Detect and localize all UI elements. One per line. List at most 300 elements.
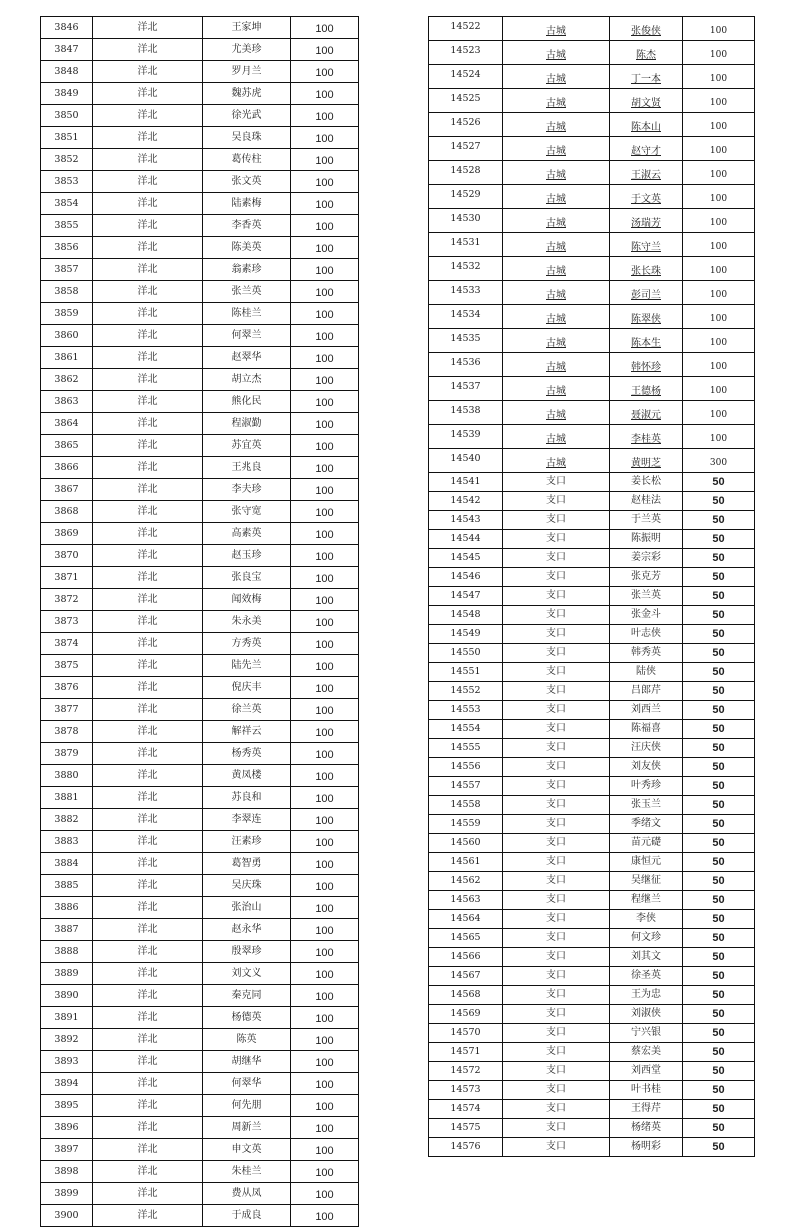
table-row (41, 193, 359, 215)
area-cell: 洋北 (93, 677, 203, 699)
amount-cell: 100 (291, 963, 359, 985)
area-cell: 支口 (503, 1005, 610, 1024)
person-name-cell: 张兰英 (610, 587, 683, 606)
record-id-cell: 14560 (429, 834, 503, 853)
area-cell: 支口 (503, 682, 610, 701)
area-cell: 洋北 (93, 171, 203, 193)
amount-cell: 50 (683, 1062, 755, 1081)
person-name-cell: 张长珠 (610, 257, 683, 281)
table-row (41, 259, 359, 281)
amount-cell: 100 (291, 567, 359, 589)
person-name-cell: 刘文义 (203, 963, 291, 985)
record-id-cell: 3848 (41, 61, 93, 83)
table-row (41, 1205, 359, 1227)
record-id-cell: 3878 (41, 721, 93, 743)
record-id-cell: 3899 (41, 1183, 93, 1205)
amount-cell: 100 (291, 369, 359, 391)
amount-cell: 100 (291, 39, 359, 61)
amount-cell: 100 (291, 325, 359, 347)
person-name-cell: 陈杰 (610, 41, 683, 65)
record-id-cell: 3873 (41, 611, 93, 633)
record-id-cell: 3864 (41, 413, 93, 435)
table-row (41, 501, 359, 523)
table-row (41, 1117, 359, 1139)
area-cell: 支口 (503, 720, 610, 739)
table-row (429, 281, 755, 305)
record-id-cell: 3869 (41, 523, 93, 545)
table-row (41, 325, 359, 347)
area-cell: 洋北 (93, 655, 203, 677)
person-name-cell: 赵永华 (203, 919, 291, 941)
amount-cell: 100 (291, 941, 359, 963)
table-row (41, 281, 359, 303)
area-cell: 洋北 (93, 39, 203, 61)
person-name-cell: 陈本生 (610, 329, 683, 353)
area-cell: 洋北 (93, 809, 203, 831)
amount-cell: 50 (683, 986, 755, 1005)
person-name-cell: 周新兰 (203, 1117, 291, 1139)
amount-cell: 100 (291, 193, 359, 215)
person-name-cell: 于文英 (610, 185, 683, 209)
person-name-cell: 罗月兰 (203, 61, 291, 83)
table-row (41, 677, 359, 699)
area-cell: 洋北 (93, 699, 203, 721)
right-table-body (429, 17, 755, 1157)
record-id-cell: 14548 (429, 606, 503, 625)
amount-cell: 100 (291, 1117, 359, 1139)
amount-cell: 100 (683, 281, 755, 305)
person-name-cell: 叶秀珍 (610, 777, 683, 796)
record-id-cell: 3855 (41, 215, 93, 237)
area-cell: 支口 (503, 1062, 610, 1081)
area-cell: 古城 (503, 161, 610, 185)
area-cell: 洋北 (93, 1095, 203, 1117)
amount-cell: 100 (291, 897, 359, 919)
table-row (41, 39, 359, 61)
table-row (429, 89, 755, 113)
record-id-cell: 14547 (429, 587, 503, 606)
person-name-cell: 翁素珍 (203, 259, 291, 281)
table-row (41, 391, 359, 413)
area-cell: 洋北 (93, 105, 203, 127)
table-row (41, 941, 359, 963)
table-row (429, 682, 755, 701)
amount-cell: 100 (683, 353, 755, 377)
amount-cell: 100 (683, 233, 755, 257)
person-name-cell: 何文珍 (610, 929, 683, 948)
person-name-cell: 王淑云 (610, 161, 683, 185)
amount-cell: 50 (683, 1138, 755, 1157)
area-cell: 洋北 (93, 281, 203, 303)
person-name-cell: 朱桂兰 (203, 1161, 291, 1183)
record-id-cell: 3868 (41, 501, 93, 523)
amount-cell: 50 (683, 1043, 755, 1062)
table-row (41, 1051, 359, 1073)
amount-cell: 100 (291, 391, 359, 413)
person-name-cell: 蔡宏美 (610, 1043, 683, 1062)
area-cell: 洋北 (93, 1007, 203, 1029)
record-id-cell: 3887 (41, 919, 93, 941)
area-cell: 洋北 (93, 1051, 203, 1073)
table-row (429, 720, 755, 739)
area-cell: 支口 (503, 587, 610, 606)
table-row (429, 1005, 755, 1024)
person-name-cell: 陈本山 (610, 113, 683, 137)
record-id-cell: 14544 (429, 530, 503, 549)
record-id-cell: 14540 (429, 449, 503, 473)
amount-cell: 100 (291, 985, 359, 1007)
table-row (429, 1081, 755, 1100)
area-cell: 洋北 (93, 897, 203, 919)
area-cell: 洋北 (93, 941, 203, 963)
area-cell: 洋北 (93, 127, 203, 149)
table-row (429, 910, 755, 929)
person-name-cell: 汤瑞芳 (610, 209, 683, 233)
table-row (429, 625, 755, 644)
person-name-cell: 吴继征 (610, 872, 683, 891)
table-row (429, 644, 755, 663)
person-name-cell: 张俊侠 (610, 17, 683, 41)
person-name-cell: 张玉兰 (610, 796, 683, 815)
area-cell: 洋北 (93, 1117, 203, 1139)
area-cell: 支口 (503, 511, 610, 530)
table-row (429, 815, 755, 834)
record-id-cell: 14569 (429, 1005, 503, 1024)
table-row (41, 149, 359, 171)
area-cell: 支口 (503, 1043, 610, 1062)
amount-cell: 300 (683, 449, 755, 473)
area-cell: 支口 (503, 625, 610, 644)
area-cell: 古城 (503, 89, 610, 113)
area-cell: 洋北 (93, 413, 203, 435)
record-id-cell: 14538 (429, 401, 503, 425)
person-name-cell: 解祥云 (203, 721, 291, 743)
table-row (429, 65, 755, 89)
person-name-cell: 黄凤楼 (203, 765, 291, 787)
amount-cell: 100 (291, 105, 359, 127)
area-cell: 支口 (503, 663, 610, 682)
area-cell: 洋北 (93, 149, 203, 171)
amount-cell: 100 (683, 137, 755, 161)
record-id-cell: 14549 (429, 625, 503, 644)
table-row (429, 796, 755, 815)
amount-cell: 50 (683, 891, 755, 910)
area-cell: 洋北 (93, 523, 203, 545)
amount-cell: 50 (683, 587, 755, 606)
record-id-cell: 3875 (41, 655, 93, 677)
amount-cell: 100 (291, 611, 359, 633)
area-cell: 支口 (503, 815, 610, 834)
amount-cell: 100 (291, 1095, 359, 1117)
record-id-cell: 14567 (429, 967, 503, 986)
person-name-cell: 黄明芝 (610, 449, 683, 473)
area-cell: 洋北 (93, 303, 203, 325)
record-id-cell: 14561 (429, 853, 503, 872)
amount-cell: 50 (683, 815, 755, 834)
area-cell: 支口 (503, 1100, 610, 1119)
person-name-cell: 陆素梅 (203, 193, 291, 215)
table-row (41, 611, 359, 633)
table-row (41, 435, 359, 457)
amount-cell: 100 (291, 171, 359, 193)
record-id-cell: 14557 (429, 777, 503, 796)
record-id-cell: 14534 (429, 305, 503, 329)
table-row (41, 1073, 359, 1095)
amount-cell: 50 (683, 1024, 755, 1043)
amount-cell: 50 (683, 1005, 755, 1024)
person-name-cell: 陈振明 (610, 530, 683, 549)
amount-cell: 100 (291, 347, 359, 369)
area-cell: 古城 (503, 113, 610, 137)
record-id-cell: 14574 (429, 1100, 503, 1119)
area-cell: 古城 (503, 329, 610, 353)
record-id-cell: 3880 (41, 765, 93, 787)
record-id-cell: 14525 (429, 89, 503, 113)
record-id-cell: 3846 (41, 17, 93, 39)
person-name-cell: 陈英 (203, 1029, 291, 1051)
record-id-cell: 3856 (41, 237, 93, 259)
table-row (429, 113, 755, 137)
area-cell: 支口 (503, 1119, 610, 1138)
amount-cell: 100 (683, 41, 755, 65)
record-id-cell: 14556 (429, 758, 503, 777)
person-name-cell: 申文英 (203, 1139, 291, 1161)
record-id-cell: 14568 (429, 986, 503, 1005)
record-id-cell: 14536 (429, 353, 503, 377)
amount-cell: 100 (291, 699, 359, 721)
record-id-cell: 14537 (429, 377, 503, 401)
amount-cell: 50 (683, 720, 755, 739)
record-id-cell: 3892 (41, 1029, 93, 1051)
area-cell: 洋北 (93, 369, 203, 391)
table-row (429, 257, 755, 281)
record-id-cell: 3893 (41, 1051, 93, 1073)
amount-cell: 100 (291, 765, 359, 787)
person-name-cell: 尤美珍 (203, 39, 291, 61)
record-id-cell: 14566 (429, 948, 503, 967)
record-id-cell: 14550 (429, 644, 503, 663)
table-row (41, 237, 359, 259)
area-cell: 洋北 (93, 765, 203, 787)
person-name-cell: 程淑勤 (203, 413, 291, 435)
person-name-cell: 张兰英 (203, 281, 291, 303)
person-name-cell: 吴良珠 (203, 127, 291, 149)
amount-cell: 100 (683, 17, 755, 41)
amount-cell: 100 (291, 149, 359, 171)
record-id-cell: 3895 (41, 1095, 93, 1117)
record-id-cell: 14539 (429, 425, 503, 449)
record-id-cell: 14533 (429, 281, 503, 305)
person-name-cell: 陈桂兰 (203, 303, 291, 325)
area-cell: 洋北 (93, 567, 203, 589)
amount-cell: 100 (291, 479, 359, 501)
area-cell: 支口 (503, 986, 610, 1005)
record-id-cell: 3881 (41, 787, 93, 809)
table-row (429, 701, 755, 720)
amount-cell: 100 (291, 875, 359, 897)
area-cell: 洋北 (93, 875, 203, 897)
area-cell: 古城 (503, 17, 610, 41)
person-name-cell: 刘其文 (610, 948, 683, 967)
table-row (41, 1161, 359, 1183)
person-name-cell: 王兆良 (203, 457, 291, 479)
table-row (429, 41, 755, 65)
amount-cell: 50 (683, 872, 755, 891)
person-name-cell: 陈翠侠 (610, 305, 683, 329)
amount-cell: 50 (683, 853, 755, 872)
record-id-cell: 3859 (41, 303, 93, 325)
area-cell: 支口 (503, 967, 610, 986)
person-name-cell: 张守宽 (203, 501, 291, 523)
area-cell: 洋北 (93, 325, 203, 347)
record-id-cell: 3871 (41, 567, 93, 589)
person-name-cell: 倪庆丰 (203, 677, 291, 699)
area-cell: 支口 (503, 834, 610, 853)
table-row (41, 1139, 359, 1161)
record-id-cell: 3874 (41, 633, 93, 655)
record-id-cell: 3850 (41, 105, 93, 127)
area-cell: 洋北 (93, 1029, 203, 1051)
table-row (41, 61, 359, 83)
record-id-cell: 14532 (429, 257, 503, 281)
amount-cell: 100 (683, 377, 755, 401)
amount-cell: 100 (291, 655, 359, 677)
area-cell: 古城 (503, 137, 610, 161)
table-row (429, 530, 755, 549)
person-name-cell: 赵玉珍 (203, 545, 291, 567)
area-cell: 洋北 (93, 501, 203, 523)
person-name-cell: 闻效梅 (203, 589, 291, 611)
table-row (41, 545, 359, 567)
record-id-cell: 14562 (429, 872, 503, 891)
area-cell: 洋北 (93, 589, 203, 611)
table-row (429, 929, 755, 948)
area-cell: 支口 (503, 853, 610, 872)
record-id-cell: 3876 (41, 677, 93, 699)
record-id-cell: 14541 (429, 473, 503, 492)
area-cell: 洋北 (93, 743, 203, 765)
table-row (41, 1007, 359, 1029)
person-name-cell: 陈福喜 (610, 720, 683, 739)
person-name-cell: 杨秀英 (203, 743, 291, 765)
person-name-cell: 于兰英 (610, 511, 683, 530)
record-id-cell: 3882 (41, 809, 93, 831)
record-id-cell: 14526 (429, 113, 503, 137)
record-id-cell: 3900 (41, 1205, 93, 1227)
amount-cell: 50 (683, 929, 755, 948)
record-id-cell: 3889 (41, 963, 93, 985)
person-name-cell: 胡文贤 (610, 89, 683, 113)
amount-cell: 50 (683, 492, 755, 511)
amount-cell: 100 (291, 1007, 359, 1029)
table-row (429, 587, 755, 606)
record-id-cell: 3890 (41, 985, 93, 1007)
amount-cell: 50 (683, 777, 755, 796)
area-cell: 洋北 (93, 985, 203, 1007)
record-id-cell: 3888 (41, 941, 93, 963)
table-row (41, 831, 359, 853)
record-id-cell: 3866 (41, 457, 93, 479)
amount-cell: 100 (291, 853, 359, 875)
record-id-cell: 14565 (429, 929, 503, 948)
area-cell: 古城 (503, 401, 610, 425)
record-id-cell: 14542 (429, 492, 503, 511)
amount-cell: 50 (683, 473, 755, 492)
person-name-cell: 胡立杰 (203, 369, 291, 391)
amount-cell: 50 (683, 625, 755, 644)
record-id-cell: 14573 (429, 1081, 503, 1100)
amount-cell: 100 (291, 501, 359, 523)
table-row (429, 606, 755, 625)
person-name-cell: 彭司兰 (610, 281, 683, 305)
amount-cell: 100 (683, 89, 755, 113)
area-cell: 洋北 (93, 611, 203, 633)
area-cell: 古城 (503, 425, 610, 449)
area-cell: 洋北 (93, 61, 203, 83)
record-id-cell: 3862 (41, 369, 93, 391)
record-id-cell: 14531 (429, 233, 503, 257)
amount-cell: 100 (291, 919, 359, 941)
table-row (429, 834, 755, 853)
amount-cell: 100 (291, 633, 359, 655)
table-row (429, 305, 755, 329)
person-name-cell: 方秀英 (203, 633, 291, 655)
person-name-cell: 聂淑元 (610, 401, 683, 425)
amount-cell: 50 (683, 739, 755, 758)
person-name-cell: 何翠华 (203, 1073, 291, 1095)
area-cell: 洋北 (93, 1183, 203, 1205)
table-row (41, 897, 359, 919)
person-name-cell: 杨德英 (203, 1007, 291, 1029)
record-id-cell: 14575 (429, 1119, 503, 1138)
amount-cell: 50 (683, 948, 755, 967)
person-name-cell: 熊化民 (203, 391, 291, 413)
person-name-cell: 赵守才 (610, 137, 683, 161)
amount-cell: 100 (291, 1183, 359, 1205)
person-name-cell: 陈守兰 (610, 233, 683, 257)
amount-cell: 50 (683, 511, 755, 530)
person-name-cell: 姜宗彩 (610, 549, 683, 568)
person-name-cell: 汪素珍 (203, 831, 291, 853)
area-cell: 洋北 (93, 391, 203, 413)
amount-cell: 50 (683, 663, 755, 682)
area-cell: 古城 (503, 281, 610, 305)
record-id-cell: 3853 (41, 171, 93, 193)
table-row (429, 161, 755, 185)
area-cell: 古城 (503, 449, 610, 473)
area-cell: 支口 (503, 910, 610, 929)
area-cell: 支口 (503, 739, 610, 758)
table-row (429, 353, 755, 377)
person-name-cell: 李侠 (610, 910, 683, 929)
table-row (41, 743, 359, 765)
area-cell: 古城 (503, 233, 610, 257)
amount-cell: 50 (683, 1119, 755, 1138)
person-name-cell: 姜长松 (610, 473, 683, 492)
person-name-cell: 葛传柱 (203, 149, 291, 171)
table-row (41, 655, 359, 677)
amount-cell: 100 (683, 161, 755, 185)
person-name-cell: 陆侠 (610, 663, 683, 682)
person-name-cell: 王得芹 (610, 1100, 683, 1119)
person-name-cell: 杨绪英 (610, 1119, 683, 1138)
table-row (429, 739, 755, 758)
table-row (41, 875, 359, 897)
area-cell: 洋北 (93, 1205, 203, 1227)
amount-cell: 100 (291, 743, 359, 765)
record-id-cell: 14563 (429, 891, 503, 910)
record-id-cell: 3860 (41, 325, 93, 347)
